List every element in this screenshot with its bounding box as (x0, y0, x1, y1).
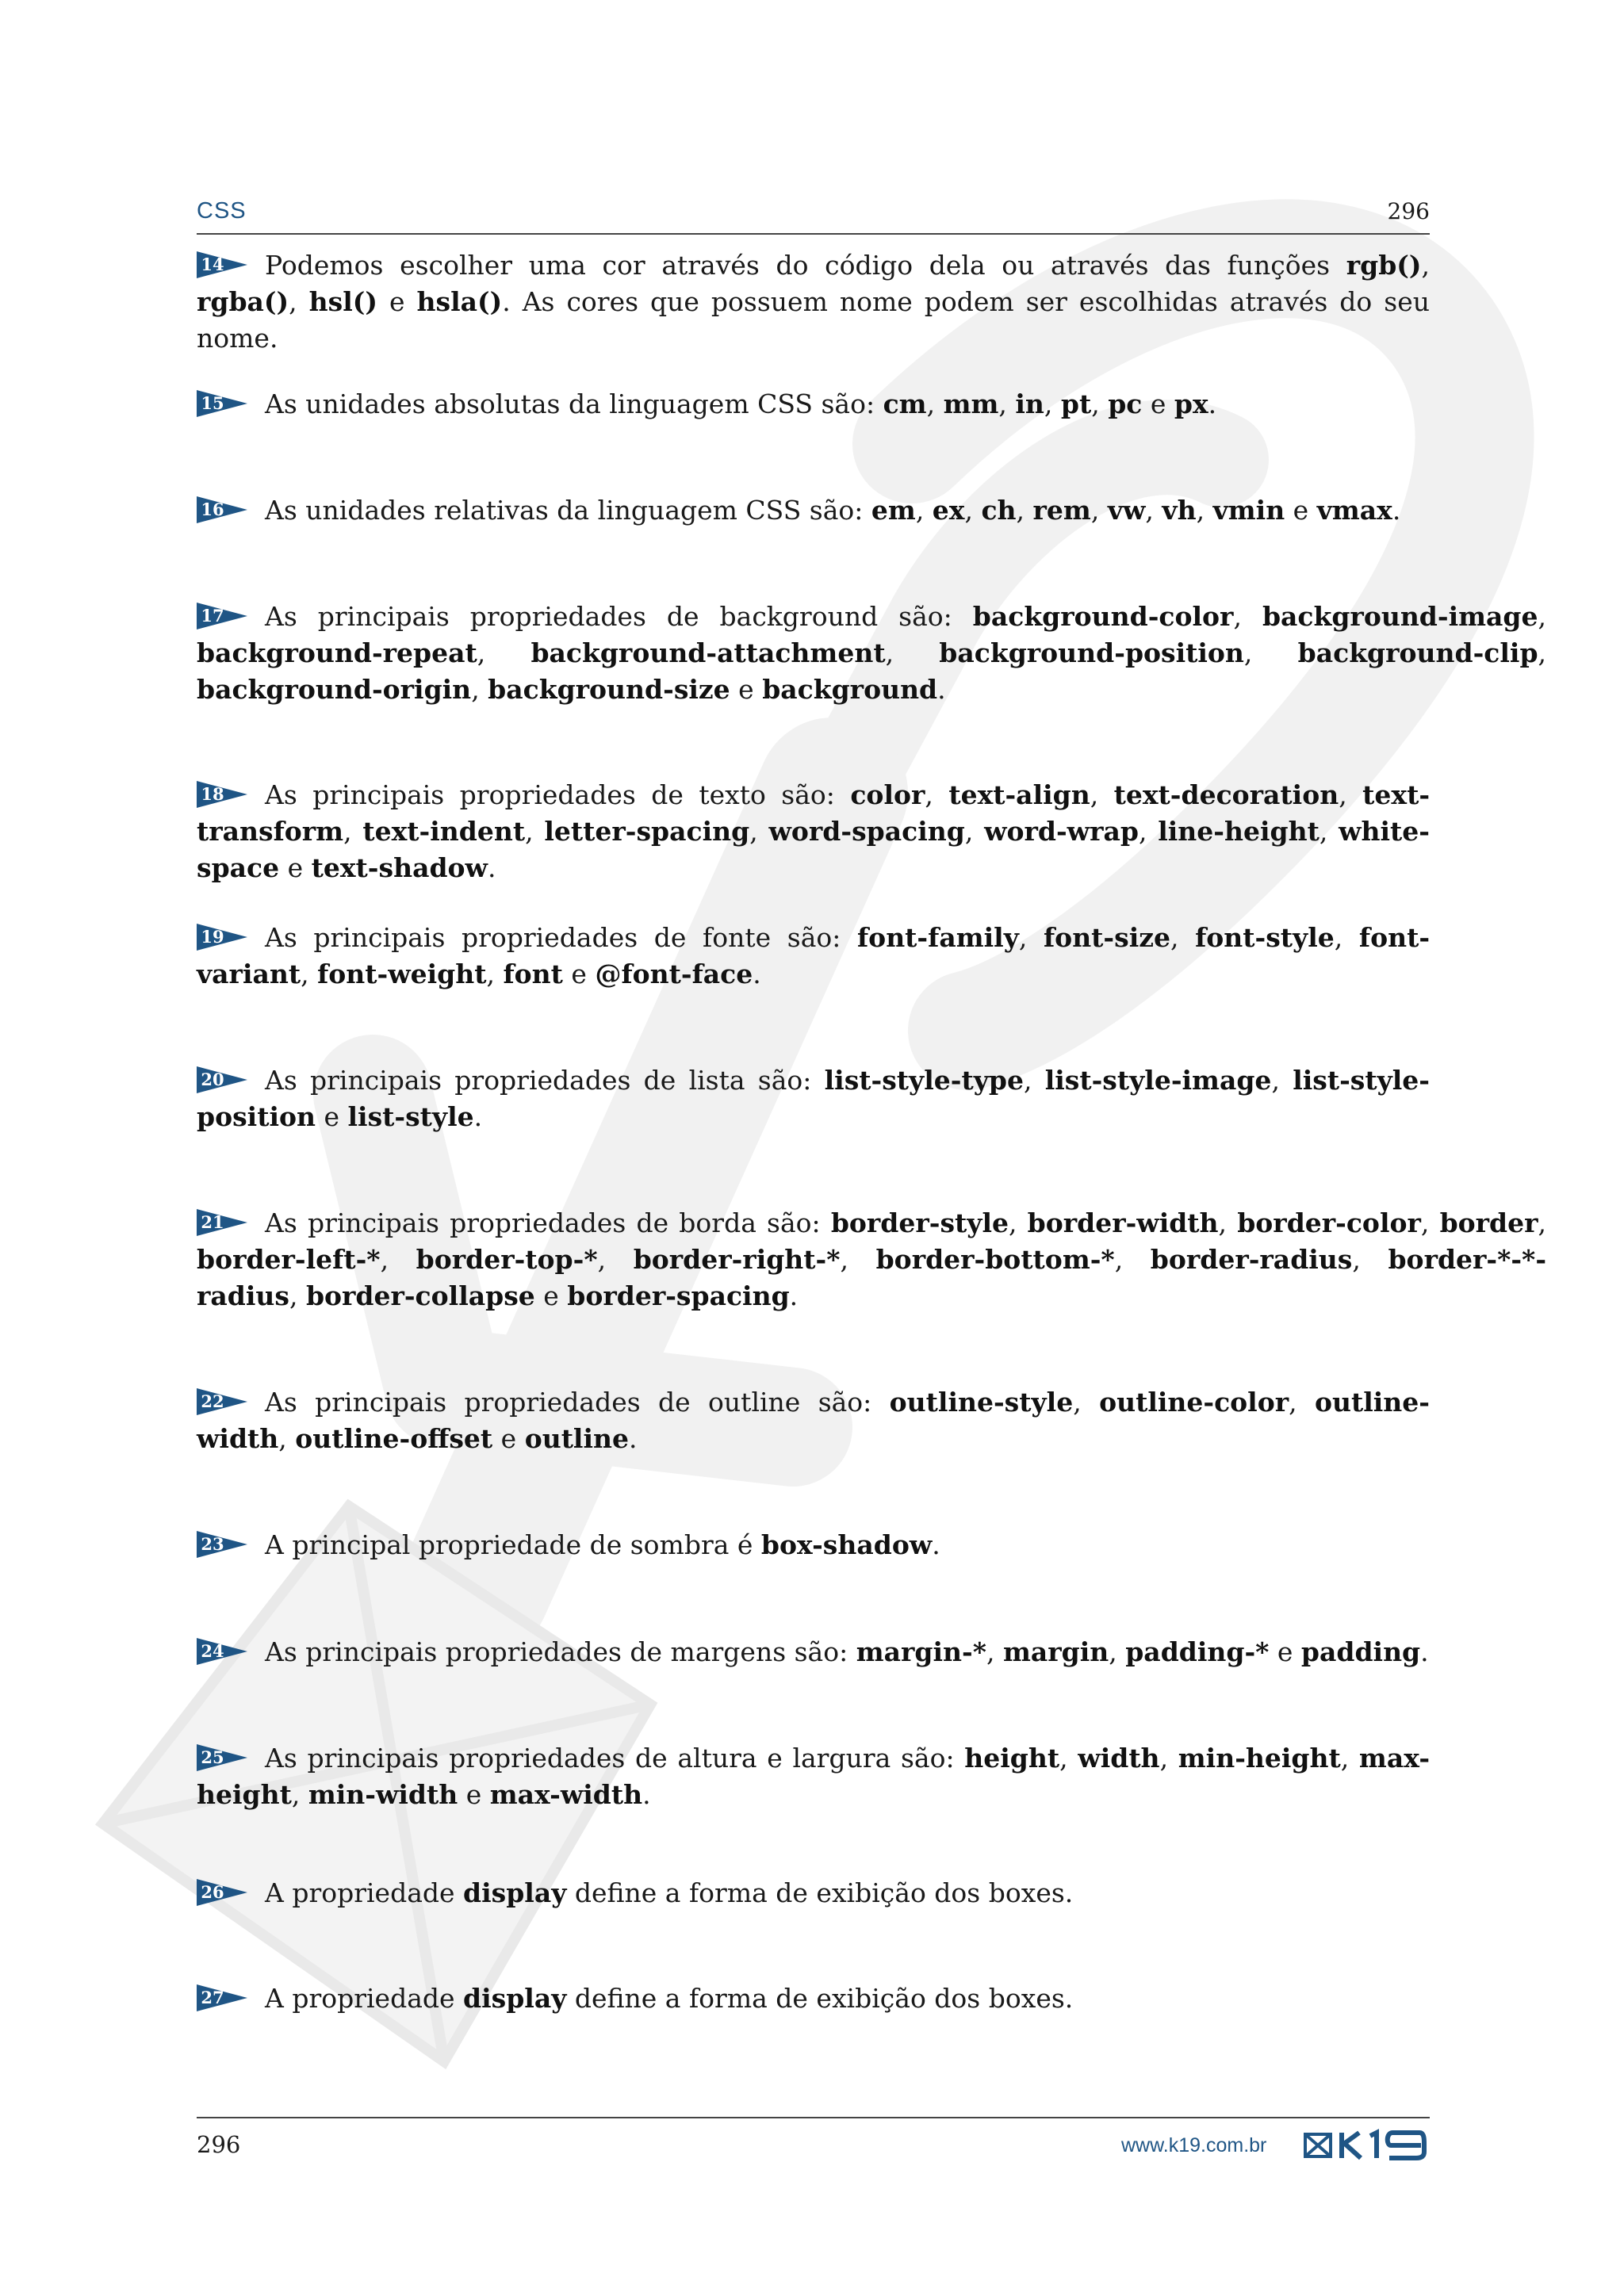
answer-text: As unidades absolutas da linguagem CSS são: (265, 388, 883, 419)
answer-number-badge-icon (197, 1388, 247, 1415)
answer-text: , (1090, 495, 1108, 526)
css-term: border-spacing (567, 1280, 790, 1311)
answer-text: , (1233, 601, 1262, 632)
css-term: hsl() (308, 286, 377, 317)
css-term: background (762, 674, 938, 705)
css-term: vmin (1212, 495, 1285, 526)
answer-text: , (1421, 250, 1430, 281)
css-term: font-family (856, 922, 1019, 953)
answer-number: 16 (201, 499, 224, 519)
css-term: background-clip (1297, 637, 1538, 668)
css-term: background-attachment (530, 637, 886, 668)
css-term: border (1439, 1207, 1538, 1238)
css-term: max-height (197, 1743, 1431, 1810)
answer-text: , (1016, 495, 1033, 526)
answer-text: e (377, 286, 417, 317)
answer-text: , (1018, 922, 1044, 953)
answer-text: e (315, 1101, 348, 1132)
answer-text: , (1159, 1743, 1178, 1774)
css-term: display (463, 1877, 567, 1908)
answer-text: , (1109, 1636, 1126, 1667)
k19-logo-icon (1304, 2128, 1431, 2163)
answer-text: , (885, 637, 940, 668)
answer-text: , (1538, 601, 1546, 632)
css-term: border-collapse (305, 1280, 535, 1311)
css-term: list-style (347, 1101, 474, 1132)
css-term: list-style-image (1044, 1065, 1272, 1096)
answer-text: , (926, 388, 944, 419)
answer-text: e (492, 1423, 525, 1454)
answer-text: e (1142, 388, 1174, 419)
css-term: list-style-type (824, 1065, 1024, 1096)
css-term: word-spacing (768, 816, 965, 847)
answer-text: A propriedade (265, 1983, 464, 2014)
css-term: text-shadow (311, 852, 488, 883)
answer-text: . (753, 959, 761, 989)
css-term: border-top-* (416, 1244, 598, 1275)
answer-text: , (289, 286, 309, 317)
answer-text: . (1208, 388, 1217, 419)
answer-text: . (1392, 495, 1401, 526)
answer-number: 26 (201, 1882, 224, 1902)
answer-text: . (473, 1101, 483, 1132)
answer-text: , (291, 1779, 308, 1810)
answer-text: , (1352, 1244, 1388, 1275)
answer-item (197, 1384, 1430, 1457)
answer-item (197, 1875, 1430, 1911)
css-term: max-width (489, 1779, 643, 1810)
footer-page-number: 296 (197, 2131, 241, 2158)
answer-item (197, 920, 1430, 993)
answer-number: 27 (201, 1988, 224, 2007)
css-term: ex (932, 495, 965, 526)
answer-text: . (932, 1529, 940, 1560)
css-term: background-color (972, 601, 1234, 632)
answer-item (197, 1062, 1430, 1135)
css-term: rgba() (197, 286, 289, 317)
answer-text: , (998, 388, 1016, 419)
footer-rule (197, 2117, 1430, 2118)
answer-text: . (642, 1779, 651, 1810)
answer-text: , (597, 1244, 634, 1275)
css-term: font-style (1195, 922, 1335, 953)
css-term: border-right-* (633, 1244, 841, 1275)
answer-text: . (1420, 1636, 1429, 1667)
css-term: outline-offset (295, 1423, 493, 1454)
css-term: rem (1032, 495, 1091, 526)
answer-text: , (471, 674, 488, 705)
css-term: font (503, 959, 563, 989)
answer-text: , (1334, 922, 1359, 953)
css-term: vmax (1316, 495, 1392, 526)
css-term: letter-spacing (544, 816, 750, 847)
answer-text: , (915, 495, 933, 526)
answer-text: define a forma de exibição dos boxes. (566, 1983, 1074, 2014)
css-term: background-repeat (197, 637, 477, 668)
answer-text: , (1339, 779, 1363, 810)
answer-number-badge-icon (197, 1066, 247, 1093)
answer-text: , (343, 816, 363, 847)
css-term: cm (883, 388, 927, 419)
css-term: font-weight (317, 959, 487, 989)
css-term: background-origin (197, 674, 472, 705)
answer-text: , (1196, 495, 1213, 526)
css-term: outline-style (889, 1387, 1074, 1418)
answer-number-badge-icon (197, 496, 247, 523)
css-term: padding (1300, 1636, 1421, 1667)
css-term: height (964, 1743, 1060, 1774)
answer-text: , (486, 959, 504, 989)
answer-number: 14 (201, 254, 224, 274)
answer-text: , (1073, 1387, 1100, 1418)
answer-item (197, 247, 1430, 357)
css-term: padding-* (1125, 1636, 1270, 1667)
css-term: margin (1002, 1636, 1109, 1667)
answer-text: e (1285, 495, 1317, 526)
answer-text: , (925, 779, 949, 810)
answer-text: Podemos escolher uma cor através do código dela ou através das funções (265, 250, 1346, 281)
answer-item (197, 1634, 1430, 1670)
css-term: background-position (939, 637, 1244, 668)
footer-url-link[interactable]: www.k19.com.br (1121, 2134, 1267, 2156)
answer-text: , (1243, 637, 1298, 668)
answer-text: , (1340, 1743, 1359, 1774)
css-term: outline-color (1099, 1387, 1289, 1418)
answer-item (197, 1205, 1546, 1314)
answer-text: , (1170, 922, 1196, 953)
answer-number: 15 (201, 393, 224, 413)
answer-text: , (840, 1244, 876, 1275)
answer-text: As principais propriedades de outline são: (265, 1387, 890, 1418)
answer-text: . (487, 852, 496, 883)
css-term: font-size (1043, 922, 1170, 953)
css-term: px (1174, 388, 1208, 419)
css-term: display (463, 1983, 567, 2014)
answer-number-badge-icon (197, 1744, 247, 1771)
answer-number-badge-icon (197, 251, 247, 278)
answer-text: e (279, 852, 312, 883)
answer-number-badge-icon (197, 390, 247, 417)
answer-text: e (1269, 1636, 1301, 1667)
answer-text: . (789, 1280, 799, 1311)
css-term: pt (1060, 388, 1092, 419)
css-term: @font-face (595, 959, 753, 989)
answer-text: e (562, 959, 596, 989)
css-term: em (871, 495, 916, 526)
answer-number: 20 (201, 1070, 224, 1089)
css-term: background-image (1262, 601, 1538, 632)
css-term: mm (943, 388, 999, 419)
answer-item (197, 492, 1430, 529)
answer-item (197, 777, 1430, 886)
css-term: width (1078, 1743, 1160, 1774)
answer-text: As principais propriedades de margens são: (265, 1636, 856, 1667)
answer-number-badge-icon (197, 924, 247, 951)
answer-text: , (1023, 1065, 1045, 1096)
answer-text: , (1319, 816, 1339, 847)
answer-text: As principais propriedades de fonte são: (265, 922, 857, 953)
answer-text: e (458, 1779, 490, 1810)
css-term: ch (981, 495, 1017, 526)
answer-text: , (1114, 1244, 1151, 1275)
css-term: border-style (830, 1207, 1009, 1238)
running-header-page-number: 296 (1387, 198, 1430, 224)
header-rule (197, 233, 1430, 235)
answer-text: As principais propriedades de lista são: (265, 1065, 825, 1096)
answer-text: , (1138, 816, 1159, 847)
css-term: outline-width (197, 1387, 1430, 1454)
answer-text: define a forma de exibição dos boxes. (566, 1877, 1074, 1908)
css-term: line-height (1158, 816, 1320, 847)
answer-text: A propriedade (265, 1877, 464, 1908)
css-term: font-variant (197, 922, 1431, 989)
answer-text: , (1145, 495, 1162, 526)
css-term: min-height (1178, 1743, 1341, 1774)
answer-number-badge-icon (197, 781, 247, 808)
css-term: border-width (1027, 1207, 1219, 1238)
answer-text: As principais propriedades de texto são: (265, 779, 851, 810)
answer-text: , (1059, 1743, 1078, 1774)
answer-number: 17 (201, 606, 224, 626)
answer-text: , (1008, 1207, 1028, 1238)
answer-number: 18 (201, 784, 224, 804)
css-term: word-wrap (984, 816, 1139, 847)
answer-number-badge-icon (197, 603, 247, 629)
answer-text: As principais propriedades de borda são: (265, 1207, 831, 1238)
answer-number-badge-icon (197, 1209, 247, 1236)
answer-number: 25 (201, 1747, 224, 1767)
css-term: border-left-* (197, 1244, 381, 1275)
answer-item (197, 1527, 1430, 1563)
answer-text: , (749, 816, 769, 847)
answer-text: , (1538, 637, 1547, 668)
answer-text: . (629, 1423, 638, 1454)
answer-number: 22 (201, 1391, 224, 1411)
answer-text: , (1538, 1207, 1546, 1238)
css-term: border-bottom-* (875, 1244, 1115, 1275)
css-term: pc (1108, 388, 1143, 419)
answer-text: , (986, 1636, 1003, 1667)
answer-text: , (380, 1244, 416, 1275)
answer-number: 24 (201, 1641, 224, 1661)
answer-number-badge-icon (197, 1638, 247, 1665)
answer-text: , (1420, 1207, 1440, 1238)
css-term: vh (1162, 495, 1197, 526)
answer-item (197, 1740, 1430, 1813)
answer-number-badge-icon (197, 1984, 247, 2011)
answer-text: , (1271, 1065, 1293, 1096)
answer-item (197, 1980, 1430, 2017)
running-header-section: CSS (197, 198, 247, 224)
css-term: text-decoration (1113, 779, 1339, 810)
css-term: list-style-position (197, 1065, 1431, 1132)
answer-text: As unidades relativas da linguagem CSS são: (265, 495, 871, 526)
answer-text: As principais propriedades de background são: (265, 601, 973, 632)
css-term: text-transform (197, 779, 1431, 847)
answer-text: , (1090, 779, 1114, 810)
css-term: background-size (488, 674, 730, 705)
answer-text: , (964, 495, 982, 526)
answer-number-badge-icon (197, 1879, 247, 1906)
answer-item (197, 386, 1430, 423)
css-term: margin-* (856, 1636, 986, 1667)
css-term: border-radius (1150, 1244, 1353, 1275)
answer-number: 21 (201, 1212, 224, 1232)
css-term: min-width (308, 1779, 458, 1810)
answer-text: , (1044, 388, 1061, 419)
answer-text: . As cores que possuem nome podem ser escolhidas através do seu nome. (197, 286, 1431, 354)
answer-text: A principal propriedade de sombra é (265, 1529, 761, 1560)
answer-number: 19 (201, 927, 224, 947)
answer-text: , (278, 1423, 296, 1454)
answer-number: 23 (201, 1534, 224, 1554)
answer-text: . (937, 674, 946, 705)
css-term: outline (524, 1423, 629, 1454)
answer-text: , (1091, 388, 1109, 419)
css-term: hsla() (416, 286, 503, 317)
answer-number-badge-icon (197, 1531, 247, 1558)
answer-text: As principais propriedades de altura e largura são: (265, 1743, 965, 1774)
answer-text: , (1289, 1387, 1315, 1418)
answer-text: e (534, 1280, 568, 1311)
css-term: border-*-*-radius (197, 1244, 1547, 1311)
css-term: box-shadow (760, 1529, 933, 1560)
answer-text: , (477, 637, 531, 668)
css-term: border-color (1237, 1207, 1421, 1238)
css-term: rgb() (1346, 250, 1422, 281)
css-term: text-indent (362, 816, 526, 847)
answer-text: , (289, 1280, 306, 1311)
answer-text: , (525, 816, 545, 847)
css-term: vw (1107, 495, 1146, 526)
answer-text: , (964, 816, 985, 847)
answer-text: , (301, 959, 318, 989)
answer-text: e (730, 674, 763, 705)
answer-item (197, 599, 1546, 708)
answer-text: , (1218, 1207, 1238, 1238)
css-term: in (1015, 388, 1044, 419)
css-term: color (850, 779, 925, 810)
css-term: text-align (948, 779, 1090, 810)
css-term: white-space (197, 816, 1430, 883)
